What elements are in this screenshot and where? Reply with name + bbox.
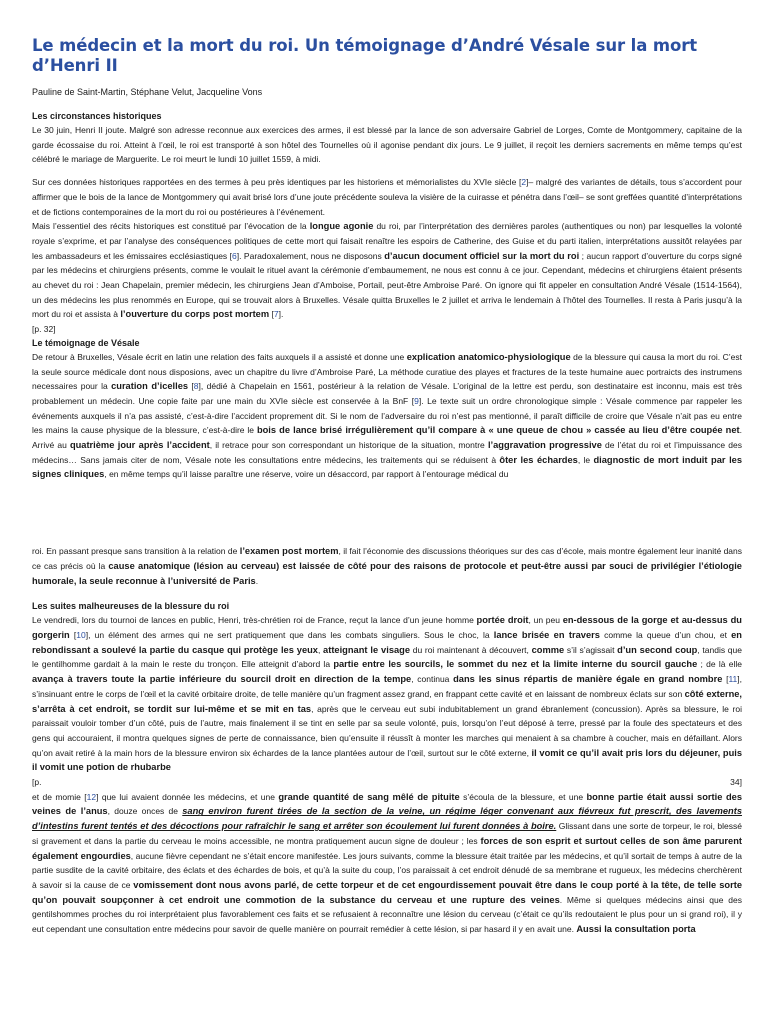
section-heading-suites: Les suites malheureuses de la blessure du roi	[32, 601, 230, 612]
paragraph: Mais l’essentiel des récits historiques est constitué par l’évocation de la longue agonie du roi, par l’interprétation des dernières paroles (authentiques ou non) par lesquelles la volonté royale s’exprime, et par l’analyse des conséquences politiques de cette mort qui faisait renaître les espoirs de Catherine, des Guise et du parti italien, interprétations aussitôt relayées par les ambassadeurs et les émissaires ecclésiastiques [6]. Paradoxalement, nous ne disposons d’aucun document officiel sur la mort du roi ; aucun rapport d’ouverture du corps signé par les médecins et chirurgiens présents, comme le voulait le rituel avant la cérémonie d’embaumement, ne nous est connu à ce jour. Cependant, médecins et chirurgiens étaient présents au chevet du roi : Jean Chapelain, premier médecin, les chirurgiens Jean d’Amboise, Portail, peut-être Ambroise Paré. On ignore qui fit appeler en consultation André Vésale (1514-1564), un des médecins les plus renommés en Europe, qui se trouvait alors à Bruxelles. Vésale quitta Bruxelles le 2 juillet et arriva le lendemain à l’hôtel des Tournelles. Il resta à Paris jusqu’à la mort du roi et assista à l’ouverture du corps post mortem [7].	[32, 221, 743, 320]
footnote-link[interactable]: 12	[86, 791, 97, 802]
paragraph: De retour à Bruxelles, Vésale écrit en latin une relation des faits auxquels il a assisté et donne une explication anatomico-physiologique de la blessure qui causa la mort du roi. C’est la seule source médicale dont nous disposions, avec un chapitre du livre d’Ambroise Paré, La méthode curatiue des playes et fractures de la teste humaine auec portraicts des instrumens necessaires pour la curation d’icelles [8], dédié à Chapelain en 1561, postérieur à la relation de Vésale. L’original de la lettre est perdu, son destinataire est inconnu, mais est très probablement un médecin. Une copie faite par une main du XVIe siècle est conservée à la BnF [9]. Le texte suit un ordre chronologique simple : Vésale commence par rappeler les événements auxquels il n’a pas assisté, c’est-à-dire l’accident proprement dit. Si le nom de l’adversaire du roi n’est pas mentionné, il paraît difficile de croire que Vésale n’ait pas eu entre les mains la cause physique de la blessure, c’est-à-dire le bois de lance brisé irrégulièrement qu’il compare à « une queue de chou » cassée au lieu d’être coupée net. Arrivé au quatrième jour après l’accident, il retrace pour son correspondant un historique de la situation, montre l’aggravation progressive de l’état du roi et l’impuissance des médecins… Sans jamais citer de nom, Vésale note les consultations entre médecins, les traitements qui se réduisent à ôter les échardes, le diagnostic de mort induit par les signes cliniques, en même temps qu’il laisse paraître une réserve, voire un désaccord, par rapport à l’entourage médical du	[32, 351, 743, 480]
footnote-link[interactable]: 7	[273, 309, 279, 320]
document-page	[32, 36, 742, 937]
page-marker	[32, 775, 742, 790]
paragraph: Le vendredi, lors du tournoi de lances en public, Henri, très-chrétien roi de France, reçut la lance d’un jeune homme portée droit, un peu en-dessous de la gorge et au-dessus du gorgerin [10], un élément des armes qui ne sert pratiquement que dans les combats singuliers. Sous le choc, la lance brisée en travers comme la queue d’un chou, et en rebondissant a soulevé la partie du casque qui protège les yeux, atteignant le visage du roi maintenant à découvert, comme s’il s’agissait d’un second coup, tandis que le gentilhomme gardait à la main le reste du tronçon. Elle atteignit d’abord la partie entre les sourcils, le sommet du nez et la limite interne du sourcil gauche ; de là elle avança à travers toute la partie inférieure du sourcil droit en direction de la tempe, continua dans les sinus répartis de manière égale en grand nombre [11], s’insinuant entre le corps de l’œil et la cavité orbitaire droite, de telle manière qu’un fragment assez grand, en frappant cette cavité et en laissant de nombreux éclats sur son côté externe, s’arrêta à cet endroit, se tordit sur lui-même et se mit en tas, après que le cerveau eut subi indubitablement un grand ébranlement (concussion). Après sa blessure, le roi paraissait vouloir tomber d’un côté, puis de l’autre, mais finalement il se tint en selle par sa seule volonté, puis, lorsqu’on l’eut déposé à terre, pressé par la foule des spectateurs et des gens qui accouraient, il montra quelques signes de perte de connaissance, bien qu’ensuite il réussît à monter les marches qui menaient à sa chambre à coucher, mais en défaillant. Alors qu’on avait retiré à la main hors de la blessure environ six échardes de la lance plantées autour de l’œil, surtout sur le côté externe, il vomit ce qu’il avait pris lors du déjeuner, puis il vomit une potion de rhubarbe	[32, 615, 743, 773]
page-marker-left: [p.	[32, 777, 42, 788]
paragraph: roi. En passant presque sans transition à la relation de l’examen post mortem, il fait l’économie des discussions théoriques sur des cas d’école, mais montre également leur inanité dans ce cas précis où la cause anatomique (lésion au cerveau) est laissée de côté pour des raisons de protocole et peut-être aussi par souci de privilégier l’étiologie humorale, la seule reconnue à l’université de Paris.	[32, 546, 743, 586]
footnote-link[interactable]: 9	[414, 395, 419, 406]
paragraph: Sur ces données historiques rapportées en des termes à peu près identiques par les historiens et mémorialistes du XVIe siècle [2]– malgré des variantes de détails, tous s’accordent pour affirmer que le bois de la lance de Montgommery qui avait brisé lors d’une joute précédente souleva la visière de la cuirasse et pénétra dans l’œil– se sont greffées quantité d’interprétations et de fictions contemporaines de la mort du roi ou postérieures à l’événement.	[32, 177, 742, 217]
authors-line: Pauline de Saint-Martin, Stéphane Velut, Jacqueline Vons	[32, 87, 263, 97]
paragraph: Le 30 juin, Henri II joute. Malgré son adresse reconnue aux exercices des armes, il est blessé par la lance de son adversaire Gabriel de Lorges, Comte de Montgommery, capitaine de la garde écossaise du roi. Atteint à l’œil, le roi est transporté à son hôtel des Tournelles où il agonise pendant dix jours. Le 9 juillet, il reçoit les derniers sacrements en même temps qu’est célébré le mariage de Marguerite. Le roi meurt le lundi 10 juillet 1559, à midi.	[32, 125, 742, 165]
page-title: Le médecin et la mort du roi. Un témoignage d’André Vésale sur la mort d’Henri II	[32, 36, 698, 75]
section-gap	[32, 588, 742, 600]
footnote-link[interactable]: 10	[76, 629, 86, 640]
footnote-link[interactable]: 8	[193, 381, 199, 392]
section-heading-temoignage: Le témoignage de Vésale	[32, 337, 140, 348]
footnote-link[interactable]: 2	[521, 177, 527, 188]
page-marker-right: 34]	[730, 777, 742, 788]
footnote-link[interactable]: 6	[232, 250, 237, 261]
section-heading-circonstances: Les circonstances historiques	[32, 111, 162, 121]
footnote-link[interactable]: 11	[728, 674, 738, 685]
page-gap	[32, 482, 742, 544]
paragraph: et de momie [12] que lui avaient donnée les médecins, et une grande quantité de sang mêlé de pituite s’écoula de la blessure, et une bonne partie était aussi sortie des veines de l’anus, douze onces de sang environ furent tirées de la section de la veine, un régime léger convenant aux fiévreux fut prescrit, des lavements d’intestins furent tentés et des décoctions pour rafraîchir le sang et arrêter son écoulement lui furent données à boire. Glissant dans une sorte de torpeur, le roi, blessé si gravement et dans la partie du cerveau le moins accessible, ne montra pratiquement aucun signe de douleur ; les forces de son esprit et surtout celles de son âme parurent également engourdies, aucune fièvre cependant ne s’était encore manifestée. Les jours suivants, comme la blessure était traitée par les médecins, et qu’il sortait de temps à autre de la partie susdite de la cavité orbitaire, des éclats et des échardes de bois, et qu’à la suite du coup, l’os paraissait à cet endroit dénudé de sa membrane et rugueux, les médecins cherchèrent à savoir si la cause de ce vomissement dont nous avons parlé, de cette torpeur et de cet engourdissement pouvait être dans le coup porté à la tête, de telle sorte qu’on pouvait soupçonner à cet endroit une commotion de la substance du cerveau et une rupture des veines. Même si quelques médecins ainsi que des gentilshommes proches du roi interprétaient plus favorablement ces faits et se refusaient à reconnaître une lésion du cerveau (c’était ce qu’ils redoutaient le plus pour un si grand roi), il y eut cependant une consultation entre médecins pour savoir de quelle manière on pourrait remédier à cette lésion, si par hasard il y en avait une. Aussi la consultation porta	[32, 791, 743, 935]
page-marker: [p. 32]	[32, 324, 56, 335]
